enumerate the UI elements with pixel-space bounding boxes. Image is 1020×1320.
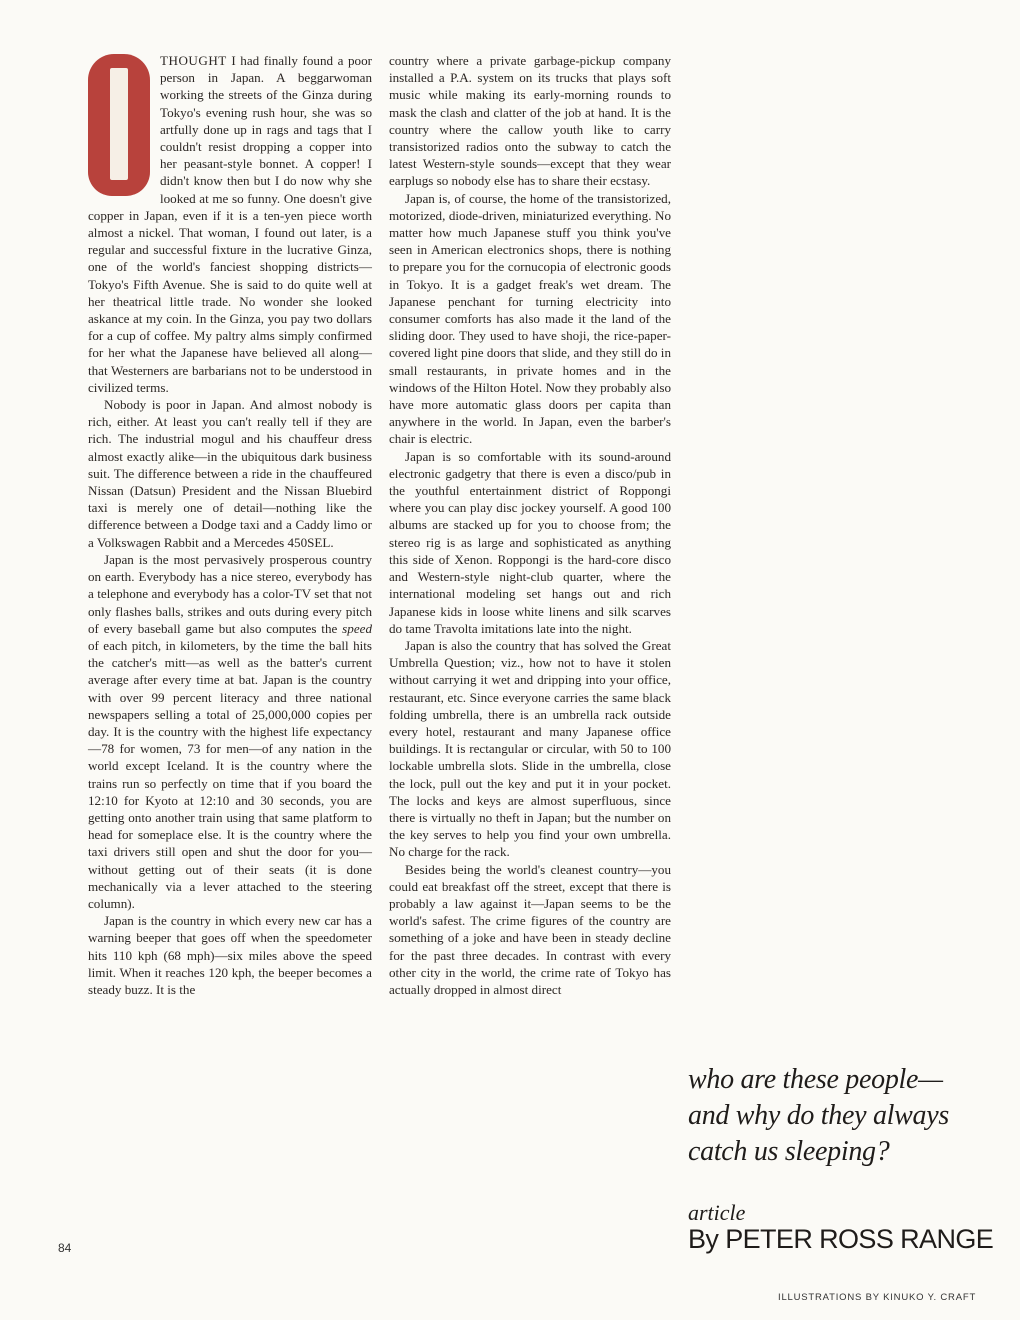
body-paragraph: Japan is so comfortable with its sound-around electronic gadgetry that there is even a disco/pub in the youthful entertainment district of Roppongi where you can play disc jockey yourself. A good 100 albums are stacked up for you to choose from; the stereo rig is as large and sophisticated as anything this side of Xenon. Roppongi is the hard-core disco and Western-style night-club quarter, where the international modeling set hangs out and rich Japanese kids in loose white linens and silk scarves do tame Travolta imitations late into the night. — [389, 448, 671, 636]
drop-cap-glyph — [110, 68, 128, 180]
article-column-2 — [389, 52, 671, 998]
body-paragraph: Japan is the country in which every new car has a warning beeper that goes off when the speedometer hits 110 kph (68 mph)—six miles above the speed limit. When it reaches 120 kph, the beeper becomes a steady buzz. It is the — [88, 913, 372, 997]
section-kicker: article — [688, 1200, 746, 1225]
body-paragraph: Besides being the world's cleanest country—you could eat breakfast off the street, except that there is probably a law against it—Japan seems to be the world's safest. The crime figures of the country are something of a joke and have been in steady decline for the past three decades. In contrast with every other city in the world, the crime rate of Tokyo has actually dropped in almost direct — [389, 861, 671, 997]
body-paragraph: country where a private garbage-pickup company installed a P.A. system on its trucks that plays soft music while making its early-morning rounds to mask the clash and clatter of the job at hand. It is the country where the callow youth like to carry transistorized radios onto the subway to catch the latest Western-style sounds—except that they wear earplugs so nobody else has to share their ecstasy. — [389, 53, 671, 189]
drop-cap-letter — [88, 54, 150, 196]
emphasis-word: speed — [342, 620, 372, 636]
body-paragraph — [88, 551, 372, 912]
illustration-credit: ILLUSTRATIONS BY KINUKO Y. CRAFT — [778, 1292, 977, 1303]
byline: By PETER ROSS RANGE — [688, 1224, 994, 1254]
paragraph-segment: of each pitch, in kilometers, by the time the ball hits the catcher's mitt—as well as the batter's current average after every time at bat. Japan is the country with over 99 percent literacy and three national newspapers selling a total of 25,000,000 copies per day. It is the country with the highest life expectancy—78 for women, 73 for men—of any nation in the world except Iceland. It is the country where the trains run so perfectly on time that if you board the 12:10 for Kyoto at 12:10 and 30 seconds, you are getting onto another train using that same platform to head for someplace else. It is the country where the taxi drivers still open and shut the door for you—without getting out of their seats (it is done mechanically via a lever attached to the steering column). — [88, 637, 372, 911]
paragraph-segment: Japan is the most pervasively prosperous country on earth. Everybody has a nice stereo, everybody has a telephone and everybody has a color-TV set that not only flashes balls, strikes and outs during every pitch of every baseball game but also computes the — [88, 551, 372, 636]
lead-paragraph-text: I had finally found a poor person in Japan. A beggarwoman working the streets of the Ginza during Tokyo's evening rush hour, she was so artfully done up in rags and tags that I couldn't resist dropping a copper into her peasant-style bonnet. A copper! I didn't know then but I do now why she looked at me so funny. One doesn't give copper in Japan, even if it is a ten-yen piece worth almost a nickel. That woman, I found out later, is a regular and successful fixture in the lucrative Ginza, one of the world's fanciest shopping districts—Tokyo's Fifth Avenue. She is said to do quite well at her theatrical little trade. No wonder she looked askance at my coin. In the Ginza, you pay two dollars for a cup of coffee. My paltry alms simply confirmed for her what the Japanese have believed all along—that Westerners are barbarians not to be understood in civilized terms. — [88, 53, 372, 395]
headline-line: catch us sleeping? — [688, 1136, 890, 1167]
article-column-1 — [88, 52, 372, 998]
page-number: 84 — [58, 1241, 72, 1255]
lead-in-smallcaps: THOUGHT — [160, 53, 227, 68]
body-paragraph: Nobody is poor in Japan. And almost nobody is rich, either. At least you can't really tell if they are rich. The industrial mogul and his chauffeur dress almost exactly alike—in the ubiquitous dark business suit. The difference between a ride in the chauffeured Nissan (Datsun) President and the Nissan Bluebird taxi is merely one of detail—nothing like the difference between a Dodge taxi and a Caddy limo or a Volkswagen Rabbit and a Mercedes 450SEL. — [88, 397, 372, 550]
headline-line: and why do they always — [688, 1100, 949, 1131]
headline-line: who are these people— — [688, 1064, 943, 1095]
body-paragraph: Japan is, of course, the home of the transistorized, motorized, diode-driven, miniaturized everything. No matter how much Japanese stuff you think you've seen in American electronics shops, there is nothing to prepare you for the cornucopia of electronic goods in Tokyo. It is a gadget freak's wet dream. The Japanese penchant for turning electricity into consumer comforts has also made it the land of the sliding door. They used to have shoji, the rice-paper-covered light pine doors that slide, and they still do in small restaurants, in private homes and in the windows of the Hilton Hotel. Now they probably also have more automatic glass doors per capita than anywhere in the world. In Japan, even the barber's chair is electric. — [389, 190, 671, 447]
body-paragraph: Japan is also the country that has solved the Great Umbrella Question; viz., how not to have it stolen without carrying it wet and dripping into your office, restaurant, etc. Since everyone carries the same black folding umbrella, there is an umbrella rack outside every hotel, restaurant and many Japanese office buildings. It is rectangular or circular, with 50 to 100 lockable umbrella slots. Slide in the umbrella, close the lock, pull out the key and put it in your pocket. The locks and keys are almost superfluous, since there is virtually no theft in Japan; but the number on the key serves to help you find your own umbrella. No charge for the rack. — [389, 637, 671, 860]
headline — [688, 1062, 1008, 1170]
